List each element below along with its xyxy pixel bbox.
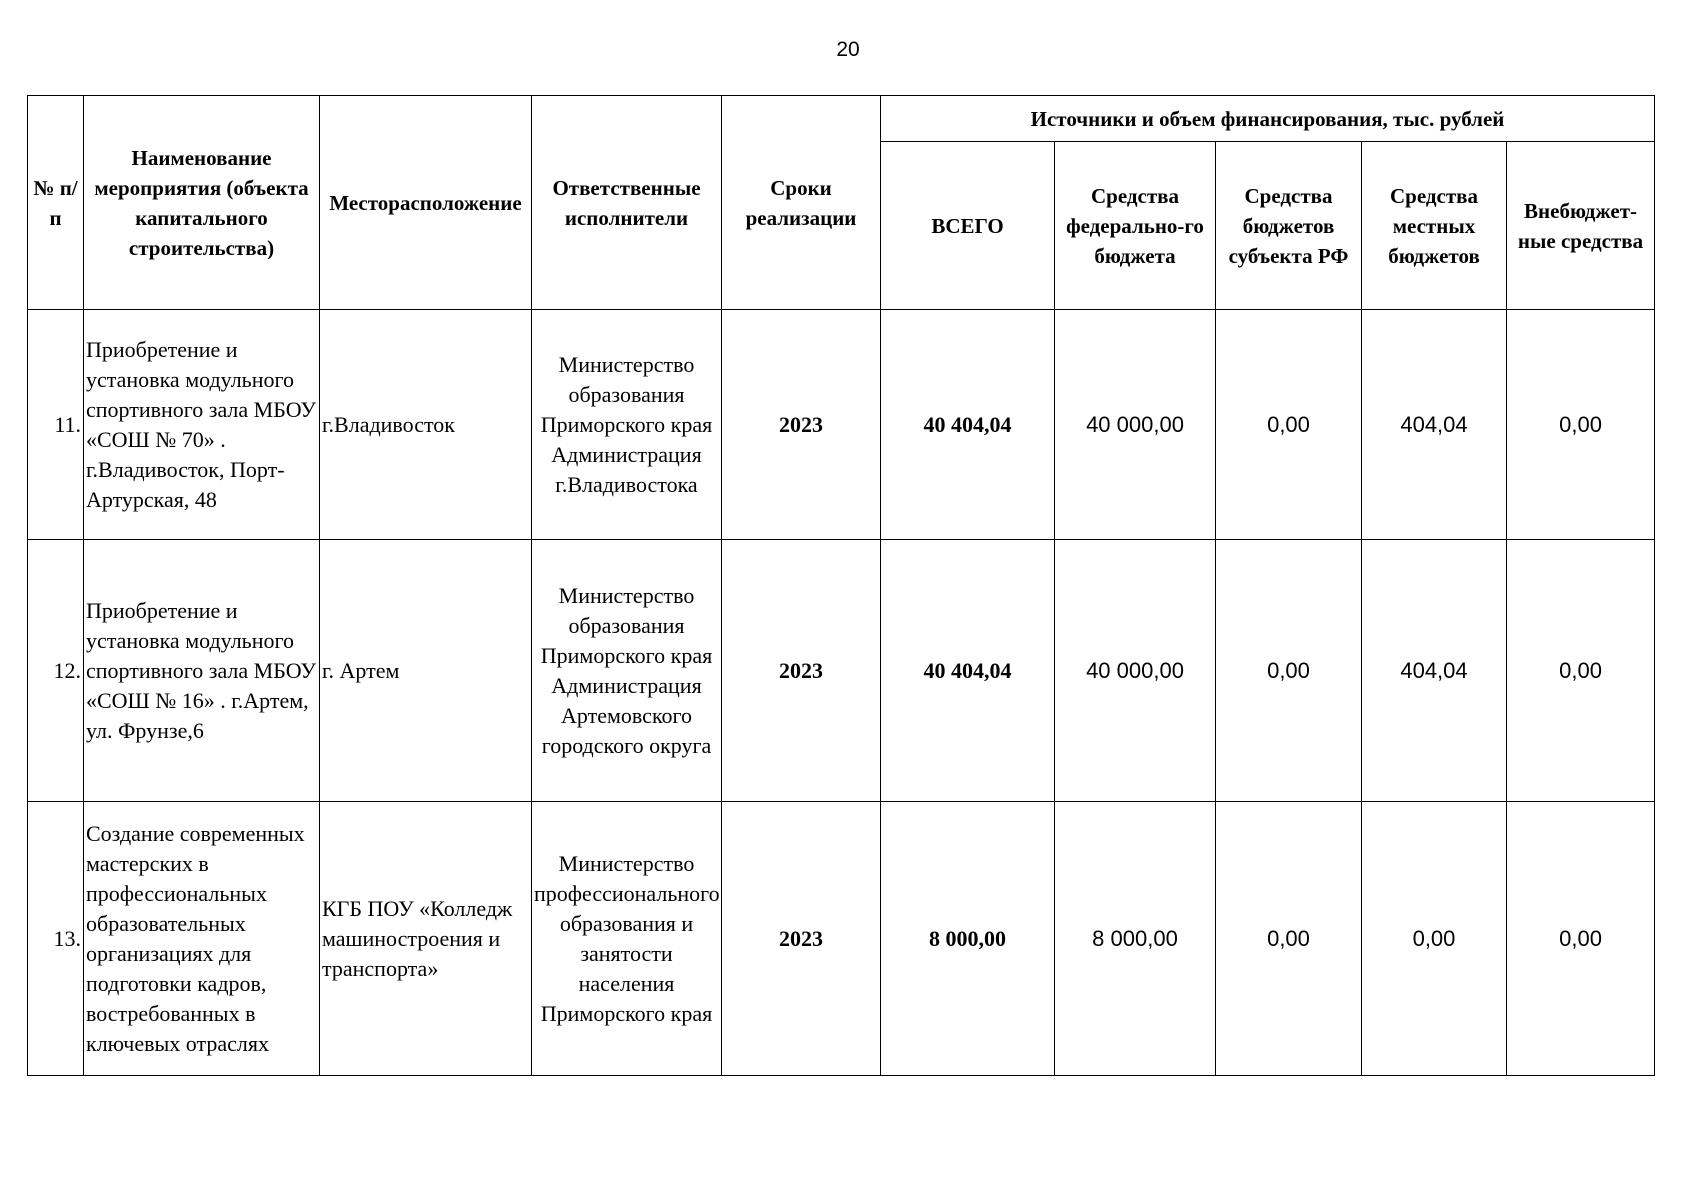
header-location: Месторасположение bbox=[320, 96, 532, 310]
header-federal: Средства федерально-го бюджета bbox=[1055, 142, 1216, 310]
row-term: 2023 bbox=[722, 540, 881, 802]
row-location: г. Артем bbox=[320, 540, 532, 802]
row-num: 11. bbox=[28, 310, 84, 540]
header-regional: Средства бюджетов субъекта РФ bbox=[1216, 142, 1362, 310]
header-local: Средства местных бюджетов bbox=[1362, 142, 1507, 310]
row-federal: 40 000,00 bbox=[1055, 310, 1216, 540]
page-number: 20 bbox=[836, 38, 860, 61]
header-total: ВСЕГО bbox=[881, 142, 1055, 310]
row-executors: Министерство профессионального образования и занятости населения Приморского края bbox=[532, 802, 722, 1076]
row-regional: 0,00 bbox=[1216, 310, 1362, 540]
row-num: 12. bbox=[28, 540, 84, 802]
row-name: Приобретение и установка модульного спортивного зала МБОУ «СОШ № 70» . г.Владивосток, Порт-Артурская, 48 bbox=[84, 310, 320, 540]
table-row bbox=[28, 540, 1655, 802]
row-name: Приобретение и установка модульного спортивного зала МБОУ «СОШ № 16» . г.Артем, ул. Фрунзе,6 bbox=[84, 540, 320, 802]
header-name: Наименование мероприятия (объекта капитального строительства) bbox=[84, 96, 320, 310]
row-executors: Министерство образования Приморского края Администрация Артемовского городского округа bbox=[532, 540, 722, 802]
table-row bbox=[28, 802, 1655, 1076]
row-local: 404,04 bbox=[1362, 540, 1507, 802]
header-terms: Сроки реализации bbox=[722, 96, 881, 310]
row-term: 2023 bbox=[722, 310, 881, 540]
row-regional: 0,00 bbox=[1216, 540, 1362, 802]
row-total: 8 000,00 bbox=[881, 802, 1055, 1076]
header-funding-group: Источники и объем финансирования, тыс. рублей bbox=[881, 96, 1655, 142]
row-total: 40 404,04 bbox=[881, 540, 1055, 802]
header-extra: Внебюджет-ные средства bbox=[1507, 142, 1655, 310]
table-row bbox=[28, 310, 1655, 540]
row-term: 2023 bbox=[722, 802, 881, 1076]
row-name: Создание современных мастерских в профессиональных образовательных организациях для подготовки кадров, востребованных в ключевых отраслях bbox=[84, 802, 320, 1076]
row-local: 404,04 bbox=[1362, 310, 1507, 540]
financing-table bbox=[27, 95, 1655, 1076]
row-num: 13. bbox=[28, 802, 84, 1076]
row-extra: 0,00 bbox=[1507, 802, 1655, 1076]
row-extra: 0,00 bbox=[1507, 540, 1655, 802]
row-executors: Министерство образования Приморского края Администрация г.Владивостока bbox=[532, 310, 722, 540]
row-regional: 0,00 bbox=[1216, 802, 1362, 1076]
row-federal: 40 000,00 bbox=[1055, 540, 1216, 802]
row-total: 40 404,04 bbox=[881, 310, 1055, 540]
header-executors: Ответственные исполнители bbox=[532, 96, 722, 310]
row-federal: 8 000,00 bbox=[1055, 802, 1216, 1076]
row-location: г.Владивосток bbox=[320, 310, 532, 540]
row-local: 0,00 bbox=[1362, 802, 1507, 1076]
row-extra: 0,00 bbox=[1507, 310, 1655, 540]
row-location: КГБ ПОУ «Колледж машиностроения и транспорта» bbox=[320, 802, 532, 1076]
header-num: № п/п bbox=[28, 96, 84, 310]
